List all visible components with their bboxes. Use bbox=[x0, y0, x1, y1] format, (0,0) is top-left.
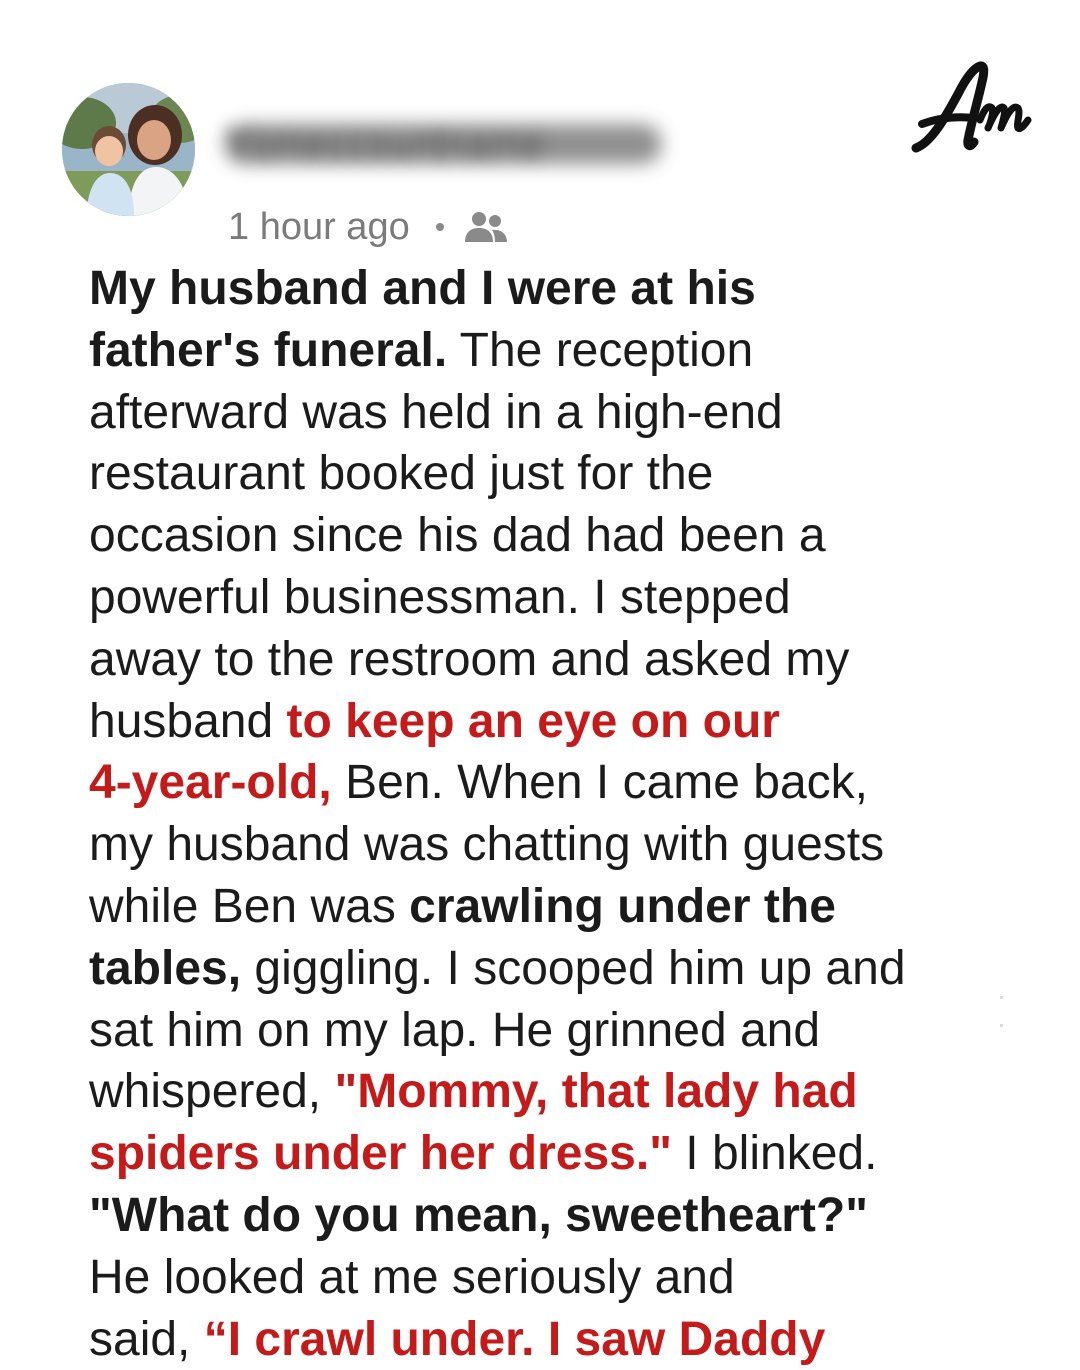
brand-text: Am bbox=[974, 118, 976, 119]
people-icon[interactable] bbox=[462, 209, 510, 245]
highlighted-text: "Mommy, that lady had spiders under her dress." bbox=[89, 1065, 858, 1181]
artifact-mark bbox=[1000, 996, 1003, 999]
bold-text: "What do you mean, sweetheart?" bbox=[89, 1188, 868, 1242]
body-text: I blinked. bbox=[685, 1127, 878, 1181]
highlighted-text: to keep an eye on our 4-year-old, bbox=[89, 694, 780, 810]
highlighted-text: “I crawl under. I saw Daddy bbox=[203, 1312, 826, 1366]
timestamp[interactable]: 1 hour ago bbox=[228, 205, 410, 248]
username[interactable]: Yomeccountname bbox=[226, 122, 545, 166]
body-text: He looked at me seriously and said, bbox=[89, 1250, 735, 1366]
bold-text: crawling under the tables, bbox=[89, 879, 836, 995]
avatar-photo bbox=[62, 83, 195, 216]
body-text: giggling. I scooped him up and sat him on my lap. He grinned and whispered, bbox=[89, 941, 906, 1119]
separator-dot bbox=[436, 223, 444, 231]
post-body bbox=[89, 258, 1064, 1370]
body-text: The reception afterward was held in a high-end restaurant booked just for the occasion since his dad had been a powerful businessman. I stepped away to the restroom and asked my husband bbox=[89, 323, 850, 748]
brand-logo[interactable] bbox=[908, 58, 1040, 160]
bold-text: My husband and I were at his father's funeral. bbox=[89, 262, 756, 377]
post-meta bbox=[228, 205, 510, 249]
avatar[interactable] bbox=[62, 83, 195, 216]
artifact-mark bbox=[1000, 1024, 1003, 1027]
body-text: Ben. When I came back, my husband was chatting with guests while Ben was bbox=[89, 756, 885, 933]
